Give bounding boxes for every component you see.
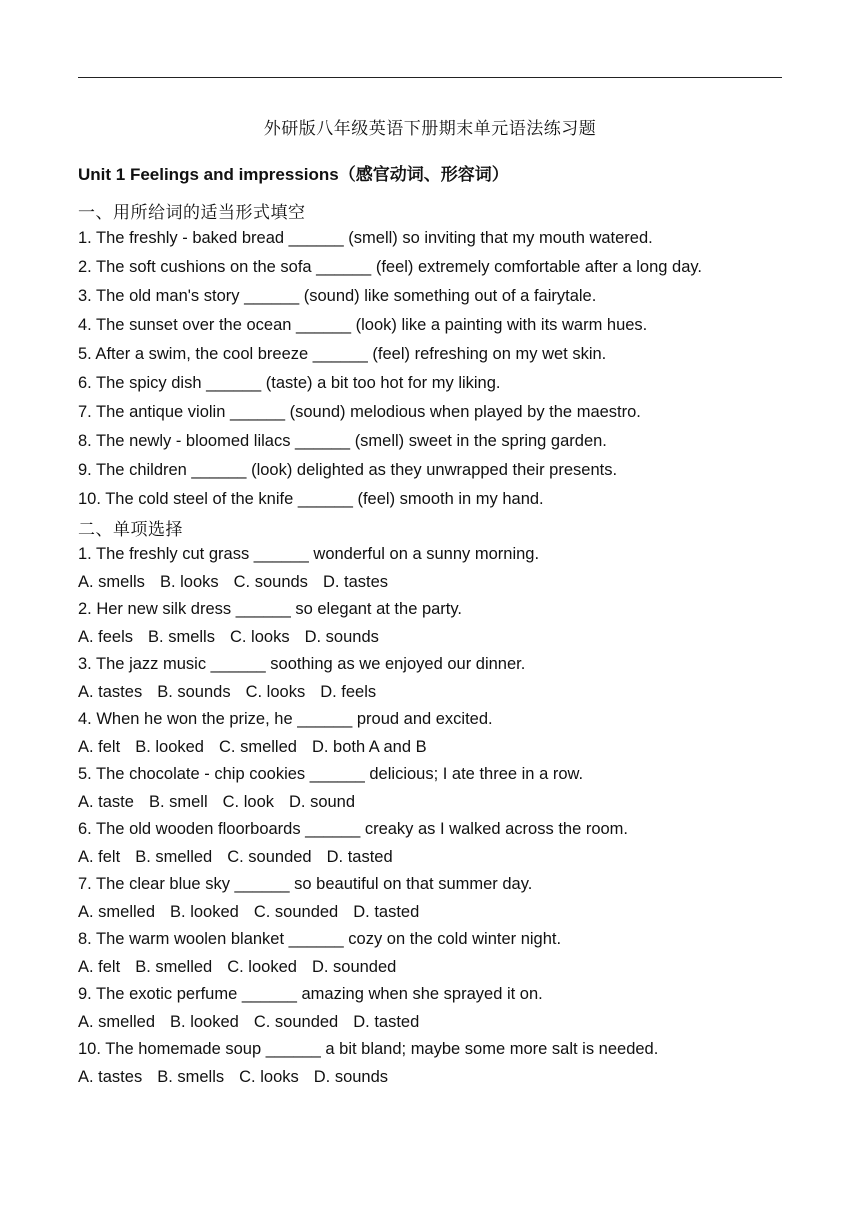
choice-question: 1. The freshly cut grass ______ wonderful on a sunny morning. xyxy=(78,545,540,563)
fill-item: 1. The freshly - baked bread ______ (smell) so inviting that my mouth watered. xyxy=(78,229,653,247)
fill-item: 5. After a swim, the cool breeze ______ (feel) refreshing on my wet skin. xyxy=(78,345,607,363)
option: D. feels xyxy=(320,683,377,701)
choice-question: 10. The homemade soup ______ a bit bland; maybe some more salt is needed. xyxy=(78,1040,659,1058)
choice-options xyxy=(78,903,434,922)
choice-options xyxy=(78,793,370,812)
choice-question: 6. The old wooden floorboards ______ creaky as I walked across the room. xyxy=(78,820,629,838)
choice-options xyxy=(78,958,411,977)
option: B. looks xyxy=(159,573,219,591)
option: B. sounds xyxy=(157,683,231,701)
fill-item: 3. The old man's story ______ (sound) like something out of a fairytale. xyxy=(78,287,597,305)
option: C. looks xyxy=(245,683,306,701)
choice-options xyxy=(78,1013,434,1032)
choice-options xyxy=(78,683,391,702)
section1-heading: 一、用所给词的适当形式填空 xyxy=(78,203,306,223)
option: A. smelled xyxy=(78,1013,156,1031)
option: A. taste xyxy=(78,793,134,811)
option: A. felt xyxy=(78,848,121,866)
option: A. felt xyxy=(78,958,121,976)
option: B. smelled xyxy=(135,958,213,976)
option: D. sounded xyxy=(311,958,397,976)
document-title: 外研版八年级英语下册期末单元语法练习题 xyxy=(263,119,597,139)
fill-item: 7. The antique violin ______ (sound) melodious when played by the maestro. xyxy=(78,403,641,421)
option: C. sounded xyxy=(253,903,339,921)
choice-question: 2. Her new silk dress ______ so elegant at the party. xyxy=(78,600,462,618)
choice-question: 9. The exotic perfume ______ amazing when she sprayed it on. xyxy=(78,985,543,1003)
option: D. sound xyxy=(289,793,356,811)
option: D. sounds xyxy=(313,1068,389,1086)
choice-question: 8. The warm woolen blanket ______ cozy on the cold winter night. xyxy=(78,930,562,948)
option: C. looks xyxy=(229,628,290,646)
option: A. feels xyxy=(78,628,134,646)
unit-heading: Unit 1 Feelings and impressions（感官动词、形容词） xyxy=(78,165,509,184)
option: A. smelled xyxy=(78,903,156,921)
option: B. smells xyxy=(148,628,215,646)
option: C. looks xyxy=(239,1068,299,1086)
option: A. tastes xyxy=(78,683,143,701)
option: B. smells xyxy=(157,1068,225,1086)
option: A. tastes xyxy=(78,1068,143,1086)
option: D. tasted xyxy=(353,903,420,921)
fill-item: 9. The children ______ (look) delighted as they unwrapped their presents. xyxy=(78,461,618,479)
choice-question: 5. The chocolate - chip cookies ______ delicious; I ate three in a row. xyxy=(78,765,584,783)
section2-heading: 二、单项选择 xyxy=(78,520,183,540)
choice-question: 3. The jazz music ______ soothing as we enjoyed our dinner. xyxy=(78,655,526,673)
option: C. sounded xyxy=(227,848,312,866)
option: A. smells xyxy=(78,573,145,591)
option: B. looked xyxy=(170,903,239,921)
fill-item: 2. The soft cushions on the sofa ______ (feel) extremely comfortable after a long day. xyxy=(78,258,702,276)
choice-options xyxy=(78,1068,403,1087)
option: B. smelled xyxy=(135,848,213,866)
option: D. sounds xyxy=(304,628,379,646)
option: C. sounds xyxy=(233,573,308,591)
choice-question: 4. When he won the prize, he ______ proud and excited. xyxy=(78,710,493,728)
option: A. felt xyxy=(78,738,121,756)
fill-item: 4. The sunset over the ocean ______ (look) like a painting with its warm hues. xyxy=(78,316,648,334)
choice-options xyxy=(78,628,394,647)
option: C. sounded xyxy=(253,1013,339,1031)
fill-item: 8. The newly - bloomed lilacs ______ (smell) sweet in the spring garden. xyxy=(78,432,607,450)
fill-item: 10. The cold steel of the knife ______ (feel) smooth in my hand. xyxy=(78,490,544,508)
header-rule xyxy=(78,77,782,78)
choice-options xyxy=(78,573,403,592)
option: C. looked xyxy=(227,958,297,976)
option: D. both A and B xyxy=(311,738,427,756)
choice-options xyxy=(78,848,408,867)
option: C. smelled xyxy=(218,738,297,756)
option: C. look xyxy=(222,793,274,811)
option: D. tasted xyxy=(353,1013,420,1031)
fill-item: 6. The spicy dish ______ (taste) a bit too hot for my liking. xyxy=(78,374,501,392)
choice-options xyxy=(78,738,442,757)
option: B. looked xyxy=(135,738,204,756)
option: B. looked xyxy=(170,1013,239,1031)
choice-question: 7. The clear blue sky ______ so beautiful on that summer day. xyxy=(78,875,533,893)
option: D. tasted xyxy=(326,848,393,866)
option: D. tastes xyxy=(322,573,389,591)
option: B. smell xyxy=(148,793,208,811)
